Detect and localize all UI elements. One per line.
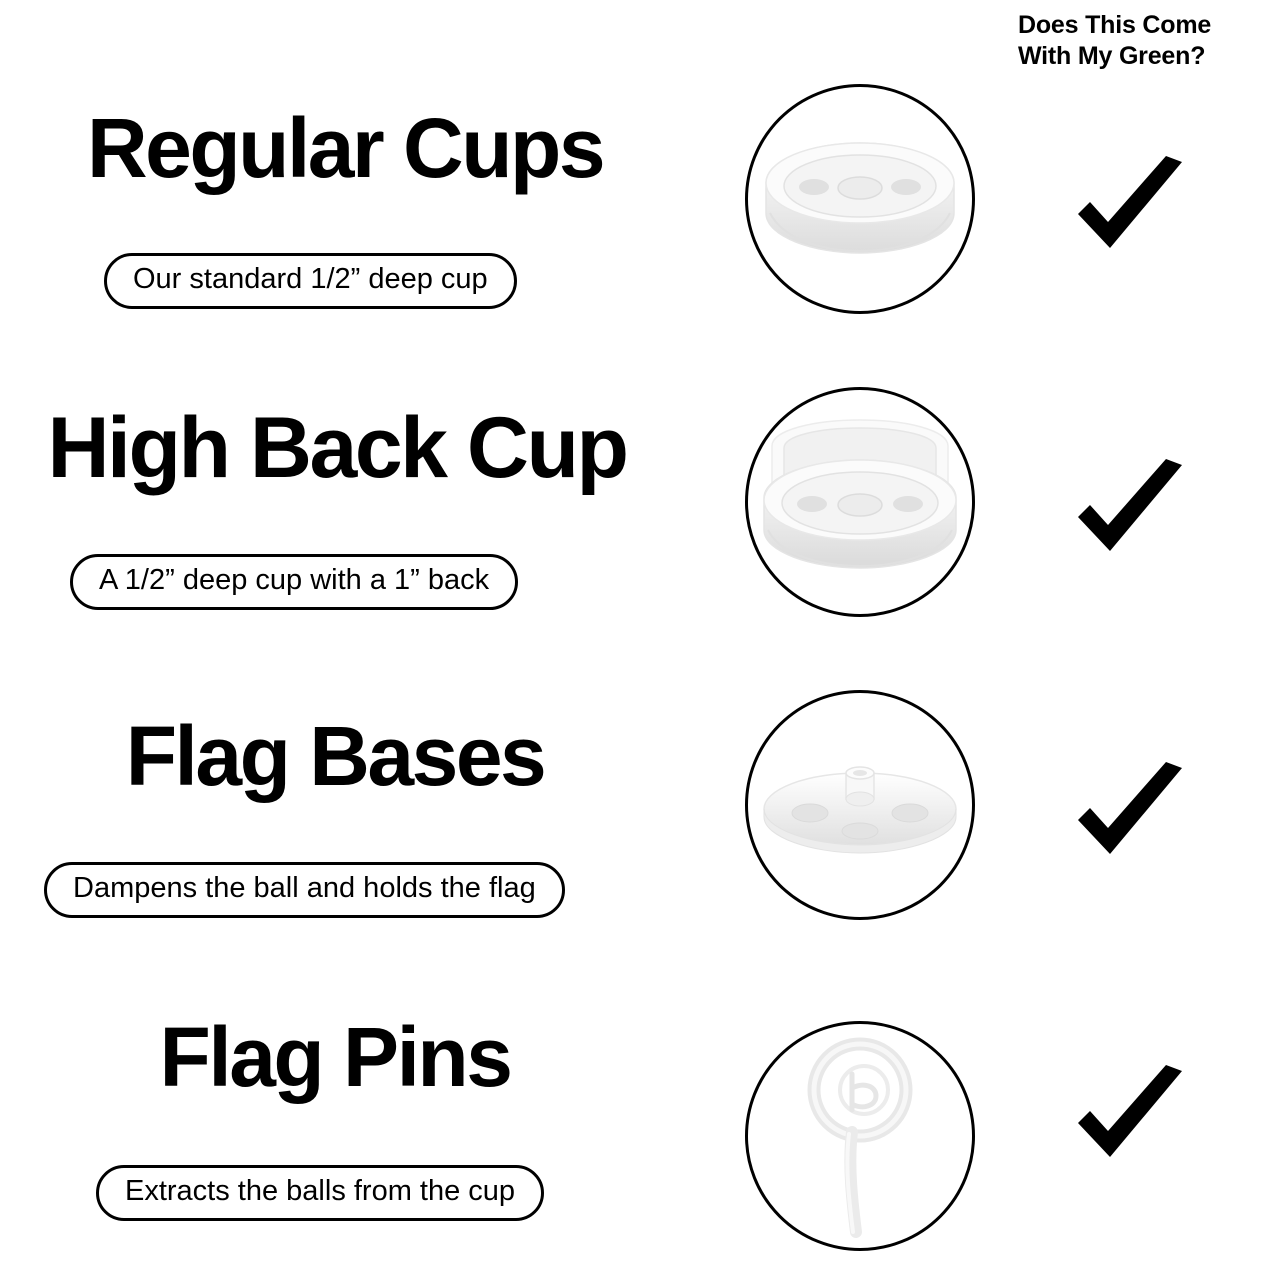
row-description-pill: Extracts the balls from the cup <box>96 1165 544 1221</box>
check-icon <box>1070 762 1190 872</box>
flag-base-illustration <box>748 693 972 917</box>
table-row <box>0 68 1280 371</box>
high-back-cup-illustration <box>748 390 972 614</box>
row-text-column <box>0 977 690 1280</box>
table-row <box>0 674 1280 977</box>
page-title: Flag Pins <box>159 1010 511 1104</box>
row-text-column <box>0 68 690 371</box>
row-description-pill: A 1/2” deep cup with a 1” back <box>70 554 518 610</box>
table-row <box>0 371 1280 674</box>
product-image-circle <box>745 84 975 314</box>
header-question-line-1: Does This Come <box>1018 11 1212 39</box>
header-question <box>1018 10 1258 71</box>
row-text-column <box>0 674 690 977</box>
page-title: Flag Bases <box>125 709 545 803</box>
header-question-line-2: With My Green? <box>1018 41 1206 70</box>
table-row <box>0 977 1280 1280</box>
row-text-column <box>0 371 690 674</box>
flag-pin-illustration <box>748 1024 972 1248</box>
product-image-circle <box>745 1021 975 1251</box>
row-description-pill: Dampens the ball and holds the flag <box>44 862 565 918</box>
row-description-pill: Our standard 1/2” deep cup <box>104 253 517 309</box>
product-image-circle <box>745 387 975 617</box>
regular-cup-illustration <box>748 87 972 311</box>
comparison-rows <box>0 68 1280 1280</box>
check-icon <box>1070 459 1190 569</box>
check-icon <box>1070 1065 1190 1175</box>
page-title: Regular Cups <box>86 101 604 195</box>
page-title: High Back Cup <box>47 400 627 496</box>
product-image-circle <box>745 690 975 920</box>
check-icon <box>1070 156 1190 266</box>
